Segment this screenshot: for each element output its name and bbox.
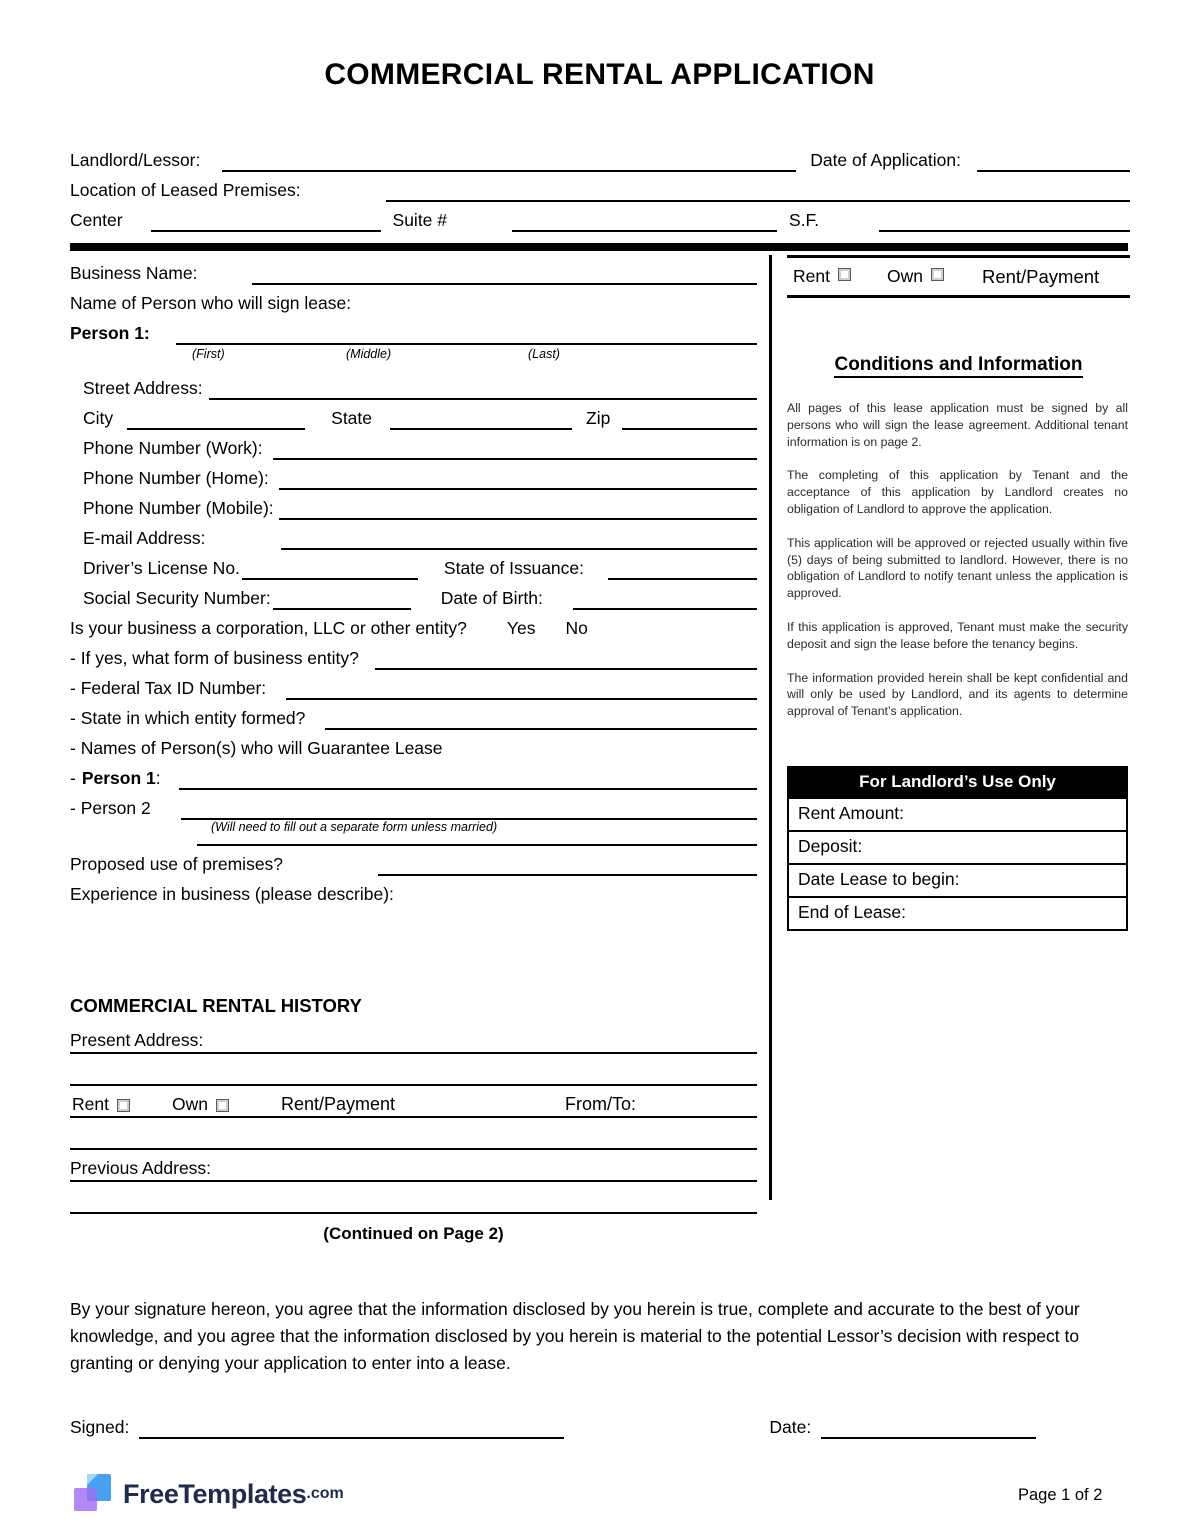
landlord-row: [70, 142, 1130, 172]
conditions-paragraph: The information provided herein shall be kept confidential and will only be used by Landlord, and its agents to determine approval of Tenant’s application.: [787, 670, 1128, 719]
ssn-field-line[interactable]: [273, 588, 411, 610]
state-issuance-field-line[interactable]: [608, 558, 757, 580]
experience-row: [70, 876, 757, 906]
signature-row: [70, 1409, 1132, 1439]
conditions-column: [787, 255, 1130, 1244]
city-label: City: [83, 408, 114, 429]
street-address-row: [70, 370, 757, 400]
business-name-field-line[interactable]: [252, 263, 757, 285]
street-address-label: Street Address:: [83, 378, 203, 399]
entity-form-label: - If yes, what form of business entity?: [70, 648, 359, 669]
married-note: (Will need to fill out a separate form unless married): [211, 820, 498, 834]
proposed-use-label: Proposed use of premises?: [70, 854, 284, 875]
fed-tax-label: - Federal Tax ID Number:: [70, 678, 267, 699]
section-divider-bar: [70, 243, 1128, 251]
rent-amount-field[interactable]: Rent Amount:: [789, 797, 1126, 830]
conditions-paragraph: The completing of this application by Tenant and the acceptance of this application by Landlord creates no obligation of Landlord to approve the application.: [787, 468, 1128, 516]
guarantor2-field-line[interactable]: [181, 798, 757, 820]
guarantee-label: - Names of Person(s) who will Guarantee Lease: [70, 738, 443, 759]
conditions-paragraph: This application will be approved or rejected usually within five (5) days of being submitted to landlord. However, there is no obligation of Landlord to notify tenant unless the application is approved.: [787, 535, 1128, 601]
guarantor1-dash: -: [70, 768, 76, 789]
date-of-application-label: Date of Application:: [810, 150, 961, 171]
conditions-title: Conditions and Information: [787, 354, 1130, 376]
freetemplates-logo: [74, 1472, 344, 1516]
city-state-zip-row: [70, 400, 757, 430]
entity-yes-option[interactable]: Yes: [506, 618, 536, 639]
phone-work-row: [70, 430, 757, 460]
rent-checkbox[interactable]: [838, 268, 851, 281]
state-formed-field-line[interactable]: [325, 708, 757, 730]
page-number: Page 1 of 2: [1018, 1486, 1103, 1504]
guarantor1-colon: :: [155, 768, 161, 789]
brand-name: FreeTemplates: [123, 1478, 307, 1509]
history-own-checkbox[interactable]: [216, 1099, 229, 1112]
sf-label: S.F.: [789, 210, 820, 231]
business-name-label: Business Name:: [70, 263, 198, 284]
guarantor2-label: - Person 2: [70, 798, 151, 819]
location-row: [70, 172, 1130, 202]
previous-address-field-line[interactable]: [70, 1182, 757, 1214]
license-row: [70, 550, 757, 580]
email-field-line[interactable]: [281, 528, 757, 550]
email-row: [70, 520, 757, 550]
entity-question-row: [70, 610, 757, 640]
own-checkbox[interactable]: [931, 268, 944, 281]
experience-write-space[interactable]: [70, 906, 757, 990]
dob-label: Date of Birth:: [440, 588, 543, 609]
state-issuance-label: State of Issuance:: [443, 558, 585, 579]
date-field-line[interactable]: [821, 1417, 1036, 1439]
rent-own-header-row: [787, 255, 1130, 298]
entity-no-option[interactable]: No: [565, 618, 588, 639]
proposed-use-field-line[interactable]: [378, 854, 757, 876]
present-address-field-line[interactable]: [70, 1054, 757, 1086]
city-field-line[interactable]: [127, 408, 305, 430]
lease-begin-field[interactable]: Date Lease to begin:: [789, 863, 1126, 896]
previous-address-label: Previous Address:: [70, 1158, 212, 1179]
rent-payment-label: Rent/Payment: [981, 265, 1100, 287]
center-label: Center: [70, 210, 123, 231]
history-rent-label: Rent: [72, 1094, 109, 1115]
ssn-row: [70, 580, 757, 610]
first-hint: (First): [192, 347, 225, 361]
agreement-text: By your signature hereon, you agree that the information disclosed by you herein is true, complete and accurate to the best of your knowledge, and you agree that the information disclosed by you herein is material to the potential Lessor’s decision with respect to granting or denying your application to enter into a lease.: [70, 1299, 1080, 1373]
drivers-license-label: Driver’s License No.: [83, 558, 240, 579]
phone-work-label: Phone Number (Work):: [83, 438, 263, 459]
guarantor1-row: [70, 760, 757, 790]
brand-suffix: .com: [306, 1485, 344, 1502]
page-title: COMMERCIAL RENTAL APPLICATION: [324, 58, 875, 91]
center-suite-sf-row: [70, 202, 1130, 232]
present-address-row: [70, 1022, 757, 1054]
email-label: E-mail Address:: [83, 528, 206, 549]
guarantor1-field-line[interactable]: [179, 768, 757, 790]
logo-page-fold: [87, 1474, 98, 1485]
signature-field-line[interactable]: [139, 1417, 564, 1439]
location-label: Location of Leased Premises:: [70, 180, 301, 201]
fed-tax-row: [70, 670, 757, 700]
phone-mobile-field-line[interactable]: [279, 498, 757, 520]
conditions-paragraph: All pages of this lease application must be signed by all persons who will sign the lease agreement. Additional tenant information is on page 2.: [787, 401, 1128, 449]
proposed-use-row: [70, 846, 757, 876]
center-field-line[interactable]: [151, 210, 381, 232]
history-own-label: Own: [171, 1094, 208, 1115]
person1-label: Person 1:: [70, 323, 150, 344]
rent-label: Rent: [793, 266, 830, 286]
deposit-field[interactable]: Deposit:: [789, 830, 1126, 863]
name-hints-row: [70, 345, 757, 370]
phone-home-field-line[interactable]: [279, 468, 757, 490]
location-field-line[interactable]: [386, 180, 1130, 202]
middle-hint: (Middle): [346, 347, 392, 361]
state-field-line[interactable]: [390, 408, 572, 430]
person1-name-field-line[interactable]: [176, 323, 757, 345]
fed-tax-field-line[interactable]: [286, 678, 757, 700]
date-label: Date:: [769, 1417, 812, 1438]
lease-end-field[interactable]: End of Lease:: [789, 896, 1126, 929]
landlord-label: Landlord/Lessor:: [70, 150, 201, 171]
guarantee-row: [70, 730, 757, 760]
married-note-row: [197, 820, 757, 846]
entity-form-field-line[interactable]: [375, 648, 757, 670]
dob-field-line[interactable]: [573, 588, 757, 610]
main-columns: [70, 255, 1130, 1244]
street-address-field-line[interactable]: [209, 378, 757, 400]
landlord-use-title: For Landlord’s Use Only: [789, 768, 1126, 797]
landlord-field-line[interactable]: [222, 150, 796, 172]
present-address-label: Present Address:: [70, 1030, 204, 1051]
suite-field-line[interactable]: [512, 210, 777, 232]
signed-label: Signed:: [70, 1417, 130, 1438]
suite-label: Suite #: [392, 210, 448, 231]
column-divider: [769, 255, 772, 1200]
continued-note: (Continued on Page 2): [323, 1224, 504, 1243]
state-formed-label: - State in which entity formed?: [70, 708, 306, 729]
entity-form-row: [70, 640, 757, 670]
phone-mobile-row: [70, 490, 757, 520]
previous-address-row: [70, 1150, 757, 1182]
entity-question-label: Is your business a corporation, LLC or other entity?: [70, 618, 467, 639]
phone-mobile-label: Phone Number (Mobile):: [83, 498, 274, 519]
phone-home-row: [70, 460, 757, 490]
sf-field-line[interactable]: [879, 210, 1130, 232]
sign-lease-label: Name of Person who will sign lease:: [70, 293, 352, 314]
sign-lease-row: [70, 285, 757, 315]
state-label: State: [331, 408, 373, 429]
landlord-use-box: [787, 766, 1128, 931]
business-name-row: [70, 255, 757, 285]
freetemplates-logo-icon: [74, 1472, 114, 1516]
history-from-to-label: From/To:: [565, 1093, 637, 1114]
experience-label: Experience in business (please describe):: [70, 884, 394, 905]
history-rent-checkbox[interactable]: [117, 1099, 130, 1112]
own-label: Own: [886, 266, 923, 286]
state-formed-row: [70, 700, 757, 730]
ssn-label: Social Security Number:: [83, 588, 271, 609]
applicant-column: [70, 255, 757, 1244]
person1-row: [70, 315, 757, 345]
guarantor1-label: Person 1: [81, 768, 156, 789]
top-fields: [70, 142, 1130, 232]
zip-field-line[interactable]: [622, 408, 757, 430]
last-hint: (Last): [528, 347, 560, 361]
signature-section: [70, 1296, 1132, 1439]
date-of-application-field-line[interactable]: [977, 150, 1130, 172]
phone-work-field-line[interactable]: [273, 438, 757, 460]
phone-home-label: Phone Number (Home):: [83, 468, 269, 489]
logo-overlap-square: [87, 1488, 97, 1501]
drivers-license-field-line[interactable]: [242, 558, 418, 580]
zip-label: Zip: [586, 408, 611, 429]
history-rent-payment-label: Rent/Payment: [280, 1093, 396, 1114]
conditions-paragraph: If this application is approved, Tenant must make the security deposit and sign the lease before the tenancy begins.: [787, 619, 1128, 651]
history-rent-own-row: [70, 1086, 757, 1118]
guarantor2-row: [70, 790, 757, 820]
rental-history-title: COMMERCIAL RENTAL HISTORY: [70, 995, 362, 1016]
history-rent-own-field-line[interactable]: [70, 1118, 757, 1150]
